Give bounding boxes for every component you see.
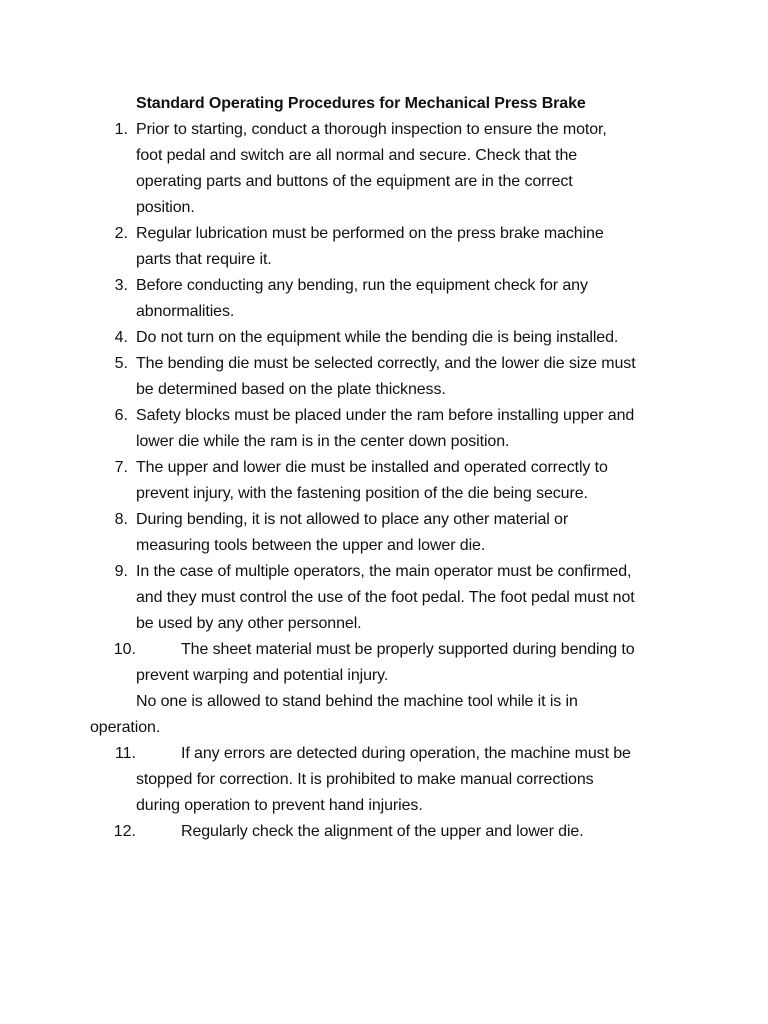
list-item-text: be used by any other personnel. — [136, 615, 362, 632]
list-item-number: 9. — [114, 563, 128, 580]
list-item-number: 6. — [114, 407, 128, 424]
list-item-number: 10. — [113, 641, 136, 658]
list-item-number: 1. — [114, 121, 128, 138]
list-item-number: 4. — [114, 329, 128, 346]
list-item-text: measuring tools between the upper and lower die. — [136, 537, 486, 554]
list-item-text: and they must control the use of the foot pedal. The foot pedal must not — [136, 589, 635, 606]
list-item-text: abnormalities. — [136, 303, 235, 320]
list-item-number: 2. — [114, 225, 128, 242]
list-item-text: operating parts and buttons of the equipment are in the correct — [136, 173, 573, 190]
body-paragraph: No one is allowed to stand behind the machine tool while it is in — [136, 693, 578, 710]
list-item-text: position. — [136, 199, 195, 216]
list-item-number: 5. — [114, 355, 128, 372]
body-paragraph: operation. — [90, 719, 161, 736]
list-item-number: 7. — [114, 459, 128, 476]
list-item-number: 11. — [114, 745, 136, 762]
list-item-number: 8. — [114, 511, 128, 528]
list-item-text: stopped for correction. It is prohibited to make manual corrections — [136, 771, 594, 788]
list-item-text: Do not turn on the equipment while the bending die is being installed. — [136, 329, 619, 346]
list-item-text: prevent warping and potential injury. — [136, 667, 389, 684]
list-item-text: prevent injury, with the fastening position of the die being secure. — [136, 485, 588, 502]
list-item-text: parts that require it. — [136, 251, 272, 268]
list-item-text: during operation to prevent hand injuries. — [136, 797, 423, 814]
list-item-text: The bending die must be selected correctly, and the lower die size must — [136, 355, 636, 372]
list-item-text: be determined based on the plate thickness. — [136, 381, 446, 398]
list-item-text: In the case of multiple operators, the main operator must be confirmed, — [136, 563, 632, 580]
list-item-text: The sheet material must be properly supported during bending to — [181, 641, 635, 658]
list-item-number: 3. — [114, 277, 128, 294]
list-item-text: During bending, it is not allowed to place any other material or — [136, 511, 569, 528]
list-item-text: Safety blocks must be placed under the ram before installing upper and — [136, 407, 635, 424]
list-item-text: Regular lubrication must be performed on the press brake machine — [136, 225, 604, 242]
list-item-text: foot pedal and switch are all normal and secure. Check that the — [136, 147, 578, 164]
list-item-text: Before conducting any bending, run the equipment check for any — [136, 277, 588, 294]
list-item-text: Regularly check the alignment of the upper and lower die. — [181, 823, 584, 840]
document-title: Standard Operating Procedures for Mechanical Press Brake — [136, 95, 586, 112]
list-item-number: 12. — [113, 823, 136, 840]
list-item-text: Prior to starting, conduct a thorough inspection to ensure the motor, — [136, 121, 607, 138]
list-item-text: The upper and lower die must be installed and operated correctly to — [136, 459, 608, 476]
list-item-text: lower die while the ram is in the center down position. — [136, 433, 510, 450]
list-item-text: If any errors are detected during operation, the machine must be — [181, 745, 631, 762]
